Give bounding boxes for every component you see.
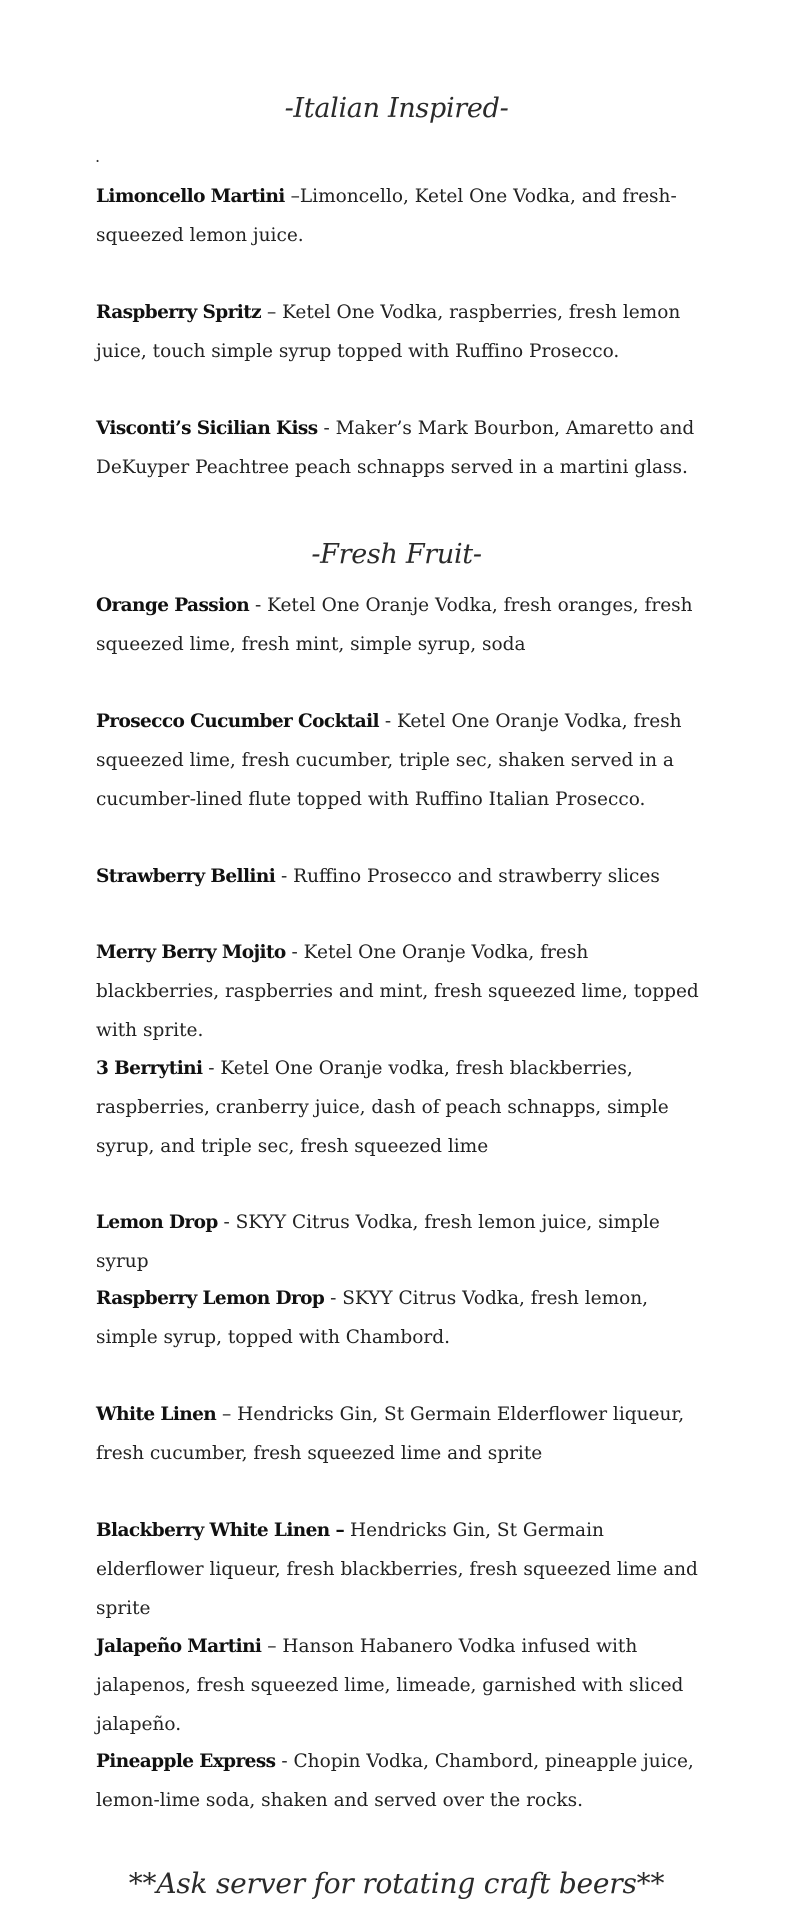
menu-item	[96, 1511, 706, 1628]
item-name: Merry Berry Mojito	[96, 942, 286, 963]
italian-inspired-heading: -Italian Inspired-	[284, 93, 509, 124]
item-description: - Ketel One Oranje Vodka, fresh squeezed lime, fresh cucumber, triple sec, shaken served in a cucumber-lined flute topped with Ruffino Italian Prosecco.	[96, 711, 682, 810]
menu-item	[96, 409, 706, 487]
item-name: Lemon Drop	[96, 1212, 218, 1233]
item-description: Hendricks Gin, St Germain elderflower liqueur, fresh blackberries, fresh squeezed lime and sprite	[96, 1520, 698, 1619]
item-description: – Hanson Habanero Vodka infused with jalapenos, fresh squeezed lime, limeade, garnished with sliced jalapeño.	[96, 1636, 684, 1735]
item-name: Jalapeño Martini	[96, 1636, 262, 1657]
menu-item	[96, 1627, 706, 1744]
menu-item	[96, 1203, 706, 1281]
item-description: - SKYY Citrus Vodka, fresh lemon, simple syrup, topped with Chambord.	[96, 1288, 649, 1348]
item-description: - Chopin Vodka, Chambord, pineapple juice, lemon-lime soda, shaken and served over the rocks.	[96, 1751, 694, 1811]
item-description: - SKYY Citrus Vodka, fresh lemon juice, simple syrup	[96, 1212, 660, 1272]
menu-item	[96, 1279, 706, 1357]
menu-item	[96, 933, 706, 1050]
item-description: - Maker’s Mark Bourbon, Amaretto and DeKuyper Peachtree peach schnapps served in a martini glass.	[96, 418, 695, 478]
menu-item	[96, 702, 706, 819]
fresh-fruit-heading: -Fresh Fruit-	[311, 539, 482, 570]
craft-beer-note: **Ask server for rotating craft beers**	[128, 1867, 665, 1900]
item-name: White Linen	[96, 1404, 217, 1425]
item-description: – Hendricks Gin, St Germain Elderflower liqueur, fresh cucumber, fresh squeezed lime and sprite	[96, 1404, 685, 1464]
menu-item	[96, 857, 706, 896]
item-description: - Ruffino Prosecco and strawberry slices	[275, 866, 660, 887]
menu-item	[96, 177, 706, 255]
item-name: Visconti’s Sicilian Kiss	[96, 418, 318, 439]
item-name: Raspberry Lemon Drop	[96, 1288, 325, 1309]
item-name: Blackberry White Linen –	[96, 1520, 345, 1541]
item-name: Orange Passion	[96, 595, 250, 616]
menu-item	[96, 293, 706, 371]
item-name: Limoncello Martini	[96, 186, 285, 207]
item-name: Pineapple Express	[96, 1751, 276, 1772]
menu-item	[96, 586, 706, 664]
item-name: Strawberry Bellini	[96, 866, 276, 887]
item-description: - Ketel One Oranje Vodka, fresh oranges, fresh squeezed lime, fresh mint, simple syrup, soda	[96, 595, 693, 655]
menu-item	[96, 1395, 706, 1473]
item-description: – Ketel One Vodka, raspberries, fresh lemon juice, touch simple syrup topped with Ruffino Prosecco.	[96, 302, 681, 362]
menu-item	[96, 1742, 706, 1820]
item-description: –Limoncello, Ketel One Vodka, and fresh-squeezed lemon juice.	[96, 186, 677, 246]
stray-dot: .	[95, 147, 101, 166]
item-description: - Ketel One Oranje vodka, fresh blackberries, raspberries, cranberry juice, dash of peach schnapps, simple syrup, and triple sec, fresh squeezed lime	[96, 1058, 669, 1157]
menu-item	[96, 1049, 706, 1166]
item-name: 3 Berrytini	[96, 1058, 203, 1079]
item-name: Prosecco Cucumber Cocktail	[96, 711, 379, 732]
item-description: - Ketel One Oranje Vodka, fresh blackberries, raspberries and mint, fresh squeezed lime, topped with sprite.	[96, 942, 699, 1041]
item-name: Raspberry Spritz	[96, 302, 262, 323]
